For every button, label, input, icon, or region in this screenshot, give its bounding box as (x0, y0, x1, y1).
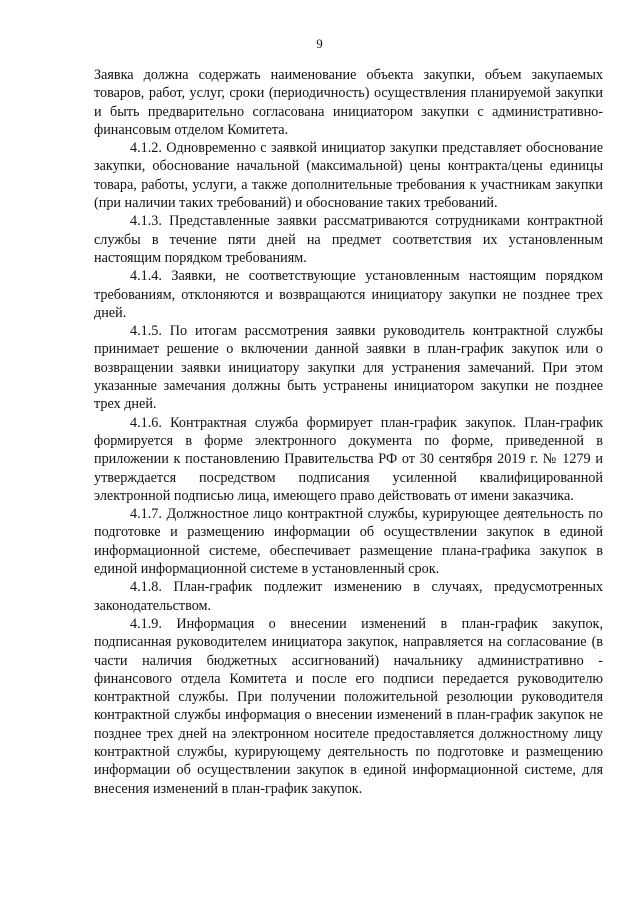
paragraph-4-1-9: 4.1.9. Информация о внесении изменений в план-график закупок, подписанная руководителем инициатора закупок, направляется на согласование (в части наличия бюджетных ассигнований) начальнику административно - финансового отдела Комитета и после его подписи передается руководителю контрактной службы. При получении положительной резолюции руководителя контрактной службы информация о внесении изменений в план-график закупок не позднее трех дней на электронном носителе предоставляется должностному лицу контрактной службы, курирующему деятельность по подготовке и размещению информации об осуществлении закупок в единой информационной системе, для внесения изменений в план-график закупок. (94, 615, 603, 797)
paragraph-4-1-3: 4.1.3. Представленные заявки рассматриваются сотрудниками контрактной службы в течение пяти дней на предмет соответствия их установленным настоящим порядком требованиям. (94, 213, 603, 266)
paragraph-4-1-5: 4.1.5. По итогам рассмотрения заявки руководитель контрактной службы принимает решение о включении данной заявки в план-график закупок или о возвращении заявки инициатору закупки для устранения замечаний. При этом указанные замечания должны быть устранены инициатором закупки не позднее трех дней. (94, 323, 603, 413)
document-body (94, 66, 603, 798)
paragraph-request-content: Заявка должна содержать наименование объекта закупки, объем закупаемых товаров, работ, услуг, сроки (периодичность) осуществления планируемой закупки и быть предварительно согласована инициатором закупки с административно-финансовым отделом Комитета. (94, 67, 603, 138)
paragraph-4-1-8: 4.1.8. План-график подлежит изменению в случаях, предусмотренных законодательством. (94, 579, 603, 614)
paragraph-4-1-7: 4.1.7. Должностное лицо контрактной службы, курирующее деятельность по подготовке и размещению информации об осуществлении закупок в единой информационной системе, обеспечивает размещение плана-графика закупок в единой информационной системе в установленный срок. (94, 506, 603, 578)
paragraph-4-1-4: 4.1.4. Заявки, не соответствующие установленным настоящим порядком требованиям, отклоняются и возвращаются инициатору закупки не позднее трех дней. (94, 268, 603, 321)
page-number: 9 (316, 36, 323, 51)
paragraph-4-1-6: 4.1.6. Контрактная служба формирует план-график закупок. План-график формируется в форме электронного документа по форме, приведенной в приложении к постановлению Правительства РФ от 30 сентября 2019 г. № 1279 и утверждается посредством подписания усиленной квалифицированной электронной подписью лица, имеющего право действовать от имени заказчика. (94, 414, 603, 504)
paragraph-4-1-2: 4.1.2. Одновременно с заявкой инициатор закупки представляет обоснование закупки, обоснование начальной (максимальной) цены контракта/цены единицы товара, работы, услуги, а также дополнительные требования к участникам закупки (при наличии таких требований) и обоснование таких требований. (94, 140, 603, 212)
